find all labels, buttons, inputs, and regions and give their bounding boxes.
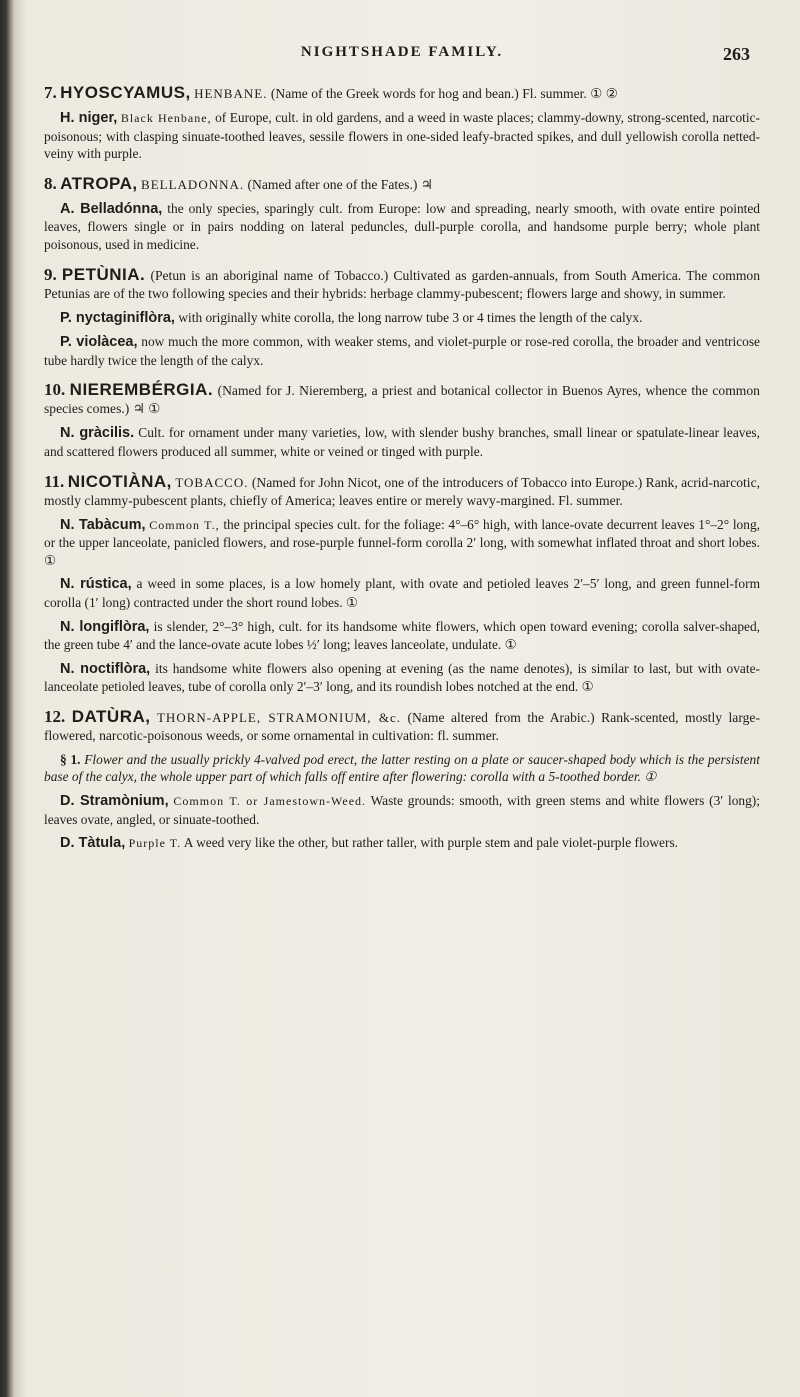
genus-hyoscyamus xyxy=(44,84,760,163)
species-entry xyxy=(44,834,760,853)
species-entry xyxy=(44,309,760,328)
genus-nierembergia xyxy=(44,381,760,460)
running-title: NIGHTSHADE FAMILY. xyxy=(300,44,504,60)
species-name: H. niger, xyxy=(60,110,118,126)
species-common-name: Black Henbane, xyxy=(120,111,212,125)
species-description: of Europe, cult. in old gardens, and a weed in waste places; clammy-downy, strong-scented, narcotic-poisonous; with clasping sinuate-toothed leaves, sessile flowers in one-sided leafy-bracted spikes, and dull yellowish corolla netted-veiny with purple. xyxy=(44,110,760,162)
species-entry xyxy=(44,618,760,654)
species-description: Waste grounds: smooth, with green stems and white flowers (3′ long); leaves ovate, angled, or sinuate-toothed. xyxy=(44,793,760,827)
genus-petunia xyxy=(44,266,760,370)
species-name: D. Stramònium, xyxy=(60,793,169,810)
genus-number: 7. xyxy=(44,83,57,102)
species-name: D. Tàtula, xyxy=(60,835,126,852)
species-entry xyxy=(44,333,760,369)
genus-number: 11. xyxy=(44,471,65,491)
species-description: the principal species cult. for the foliage: 4°–6° high, with lance-ovate decurrent leaves 1°–2° long, or the upper lanceolate, panicled flowers, and rose-purple funnel-form corolla 2′ long, with somewhat inflated throat and short lobes. ① xyxy=(44,516,760,568)
species-description: the only species, sparingly cult. from Europe: low and spreading, nearly smooth, with ovate entire pointed leaves, flowers single or in pairs nodding on lateral peduncles, dull-purple corolla, and handsome purple berry; whole plant poisonous, used in medicine. xyxy=(44,200,761,252)
genus-common-name: TOBACCO. xyxy=(175,474,249,490)
species-entry xyxy=(44,660,760,696)
genus-name: HYOSCYAMUS, xyxy=(60,83,191,102)
species-name: N. longiflòra, xyxy=(60,618,150,635)
genus-name: NICOTIÀNA, xyxy=(67,471,172,491)
genus-number: 12. xyxy=(44,706,66,726)
genus-common-name: THORN-APPLE, STRAMONIUM, &c. xyxy=(156,709,401,725)
species-name: N. gràcilis. xyxy=(60,425,135,442)
page-number: 263 xyxy=(723,44,750,64)
genus-nicotiana xyxy=(44,473,760,696)
species-description: its handsome white flowers also opening at evening (as the name denotes), is similar to last, but with ovate-lanceolate petioled leaves, tube of corolla only 2′–3′ long, and its roundish lobes notched at the end. ① xyxy=(44,660,760,695)
genus-number: 10. xyxy=(44,380,66,400)
species-entry xyxy=(44,424,760,460)
species-entry xyxy=(44,109,760,163)
species-name: A. Belladónna, xyxy=(60,200,163,217)
genus-atropa xyxy=(44,175,760,254)
genus-common-name: HENBANE. xyxy=(194,86,268,101)
species-common-name: Common T. or Jamestown-Weed. xyxy=(173,794,367,809)
species-name: N. noctiflòra, xyxy=(60,660,151,677)
species-entry xyxy=(44,200,760,254)
species-name: P. nyctaginiflòra, xyxy=(60,309,175,326)
genus-number: 8. xyxy=(44,173,57,193)
genus-entries xyxy=(44,84,760,865)
species-entry xyxy=(44,792,760,828)
species-name: P. violàcea, xyxy=(60,334,138,351)
genus-description: (Petun is an aboriginal name of Tobacco.) Cultivated as garden-annuals, from South America. The common Petunias are of the two following species and their hybrids: herbage clammy-pubescent; flowers large and showy, in summer. xyxy=(44,267,760,301)
genus-description: (Named for John Nicot, one of the introducers of Tobacco into Europe.) Rank, acrid-narcotic, mostly clammy-pubescent plants, chiefly of America; leaves entire or merely wavy-margined. Fl. summer. xyxy=(44,474,761,508)
section-note-text: Flower and the usually prickly 4-valved pod erect, the latter resting on a plate or saucer-shaped body which is the persistent base of the calyx, the whole upper part of which falls off entire after flowering: corolla with a 5-toothed border. ① xyxy=(44,751,760,785)
species-common-name: Common T., xyxy=(149,517,220,532)
genus-name: DATÙRA, xyxy=(71,706,151,726)
species-description: Cult. for ornament under many varieties, low, with slender bushy branches, small linear or spatulate-linear leaves, and scattered flowers produced all summer, white or veined or tinged with purple. xyxy=(44,425,760,459)
genus-name: PETÙNIA. xyxy=(61,264,146,284)
species-description: is slender, 2°–3° high, cult. for its handsome white flowers, which open toward evening; corolla salver-shaped, the green tube 4′ and the lance-ovate acute lobes ½′ long; leaves lanceolate, undulate. ① xyxy=(44,618,760,653)
species-name: N. rústica, xyxy=(60,576,132,593)
genus-name: NIEREMBÉRGIA. xyxy=(69,380,214,400)
genus-description: (Name of the Greek words for hog and bean.) Fl. summer. ① ② xyxy=(270,86,618,101)
genus-datura xyxy=(44,708,760,853)
running-head xyxy=(44,44,760,68)
section-note xyxy=(44,751,760,786)
genus-description: (Named after one of the Fates.) ♃ xyxy=(247,176,433,192)
species-description: a weed in some places, is a low homely plant, with ovate and petioled leaves 2′–5′ long, and green funnel-form corolla (1′ long) contracted under the short round lobes. ① xyxy=(44,576,760,610)
section-mark: § 1. xyxy=(60,751,81,767)
species-common-name: Purple T. xyxy=(128,836,182,851)
genus-name: ATROPA, xyxy=(60,173,138,193)
genus-common-name: BELLADONNA. xyxy=(141,176,245,192)
genus-description: (Name altered from the Arabic.) Rank-scented, mostly large-flowered, narcotic-poisonous weeds, or some ornamental in cultivation: fl. summer. xyxy=(44,709,760,743)
species-description: now much the more common, with weaker stems, and violet-purple or rose-red corolla, the broader and ventricose tube hardly twice the length of the calyx. xyxy=(44,334,761,368)
genus-description: (Named for J. Nieremberg, a priest and botanical collector in Buenos Ayres, whence the common species comes.) ♃ ① xyxy=(44,383,760,417)
species-description: A weed very like the other, but rather taller, with purple stem and pale violet-purple flowers. xyxy=(183,835,679,851)
species-name: N. Tabàcum, xyxy=(60,516,146,533)
species-entry xyxy=(44,575,760,611)
genus-number: 9. xyxy=(44,264,57,284)
species-description: with originally white corolla, the long narrow tube 3 or 4 times the length of the calyx. xyxy=(178,309,643,325)
species-entry xyxy=(44,516,760,570)
